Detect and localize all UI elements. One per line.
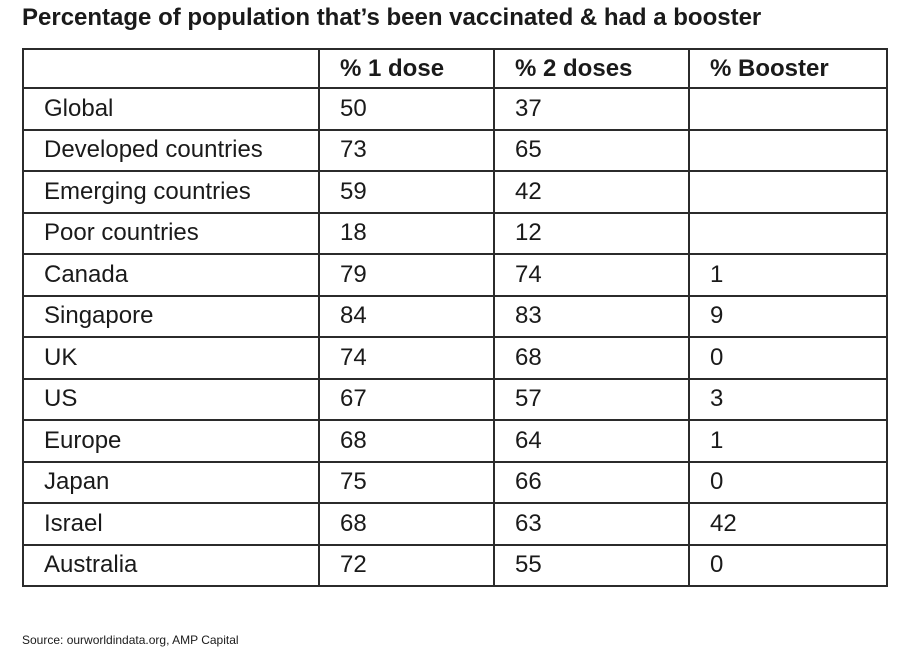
cell-booster [689, 171, 887, 213]
cell-1-dose: 59 [319, 171, 494, 213]
cell-2-doses: 55 [494, 545, 689, 587]
cell-2-doses: 12 [494, 213, 689, 255]
chart-title: Percentage of population that’s been vaccinated & had a booster [22, 4, 762, 31]
cell-booster: 1 [689, 254, 887, 296]
cell-booster [689, 130, 887, 172]
cell-1-dose: 67 [319, 379, 494, 421]
cell-2-doses: 42 [494, 171, 689, 213]
cell-1-dose: 74 [319, 337, 494, 379]
table-body [23, 88, 887, 586]
cell-country: Australia [23, 545, 319, 587]
cell-booster: 9 [689, 296, 887, 338]
cell-country: Poor countries [23, 213, 319, 255]
table-row [23, 213, 887, 255]
cell-country: Europe [23, 420, 319, 462]
cell-country: Canada [23, 254, 319, 296]
header-cell-booster: % Booster [689, 49, 887, 88]
cell-country: Singapore [23, 296, 319, 338]
cell-1-dose: 68 [319, 420, 494, 462]
cell-booster: 0 [689, 462, 887, 504]
header-cell-2-doses: % 2 doses [494, 49, 689, 88]
cell-2-doses: 68 [494, 337, 689, 379]
cell-country: UK [23, 337, 319, 379]
cell-2-doses: 57 [494, 379, 689, 421]
cell-2-doses: 74 [494, 254, 689, 296]
source-note: Source: ourworldindata.org, AMP Capital [22, 633, 239, 647]
cell-1-dose: 50 [319, 88, 494, 130]
table-row [23, 420, 887, 462]
header-row [23, 49, 887, 88]
table-row [23, 379, 887, 421]
cell-2-doses: 37 [494, 88, 689, 130]
cell-1-dose: 68 [319, 503, 494, 545]
cell-booster: 3 [689, 379, 887, 421]
cell-booster [689, 213, 887, 255]
table-row [23, 130, 887, 172]
cell-1-dose: 18 [319, 213, 494, 255]
cell-2-doses: 83 [494, 296, 689, 338]
table-row [23, 337, 887, 379]
cell-country: Emerging countries [23, 171, 319, 213]
cell-booster: 0 [689, 337, 887, 379]
cell-country: Japan [23, 462, 319, 504]
cell-2-doses: 65 [494, 130, 689, 172]
cell-2-doses: 66 [494, 462, 689, 504]
cell-country: Global [23, 88, 319, 130]
header-cell-country [23, 49, 319, 88]
table-row [23, 545, 887, 587]
header-cell-1-dose: % 1 dose [319, 49, 494, 88]
cell-country: Developed countries [23, 130, 319, 172]
table-row [23, 503, 887, 545]
cell-booster: 42 [689, 503, 887, 545]
cell-country: US [23, 379, 319, 421]
cell-country: Israel [23, 503, 319, 545]
cell-1-dose: 75 [319, 462, 494, 504]
cell-2-doses: 63 [494, 503, 689, 545]
table-row [23, 171, 887, 213]
cell-booster [689, 88, 887, 130]
cell-1-dose: 79 [319, 254, 494, 296]
cell-1-dose: 73 [319, 130, 494, 172]
cell-booster: 1 [689, 420, 887, 462]
cell-1-dose: 84 [319, 296, 494, 338]
table-row [23, 254, 887, 296]
table-row [23, 462, 887, 504]
vaccination-table [22, 48, 888, 587]
table-row [23, 296, 887, 338]
table-row [23, 88, 887, 130]
cell-1-dose: 72 [319, 545, 494, 587]
cell-2-doses: 64 [494, 420, 689, 462]
cell-booster: 0 [689, 545, 887, 587]
